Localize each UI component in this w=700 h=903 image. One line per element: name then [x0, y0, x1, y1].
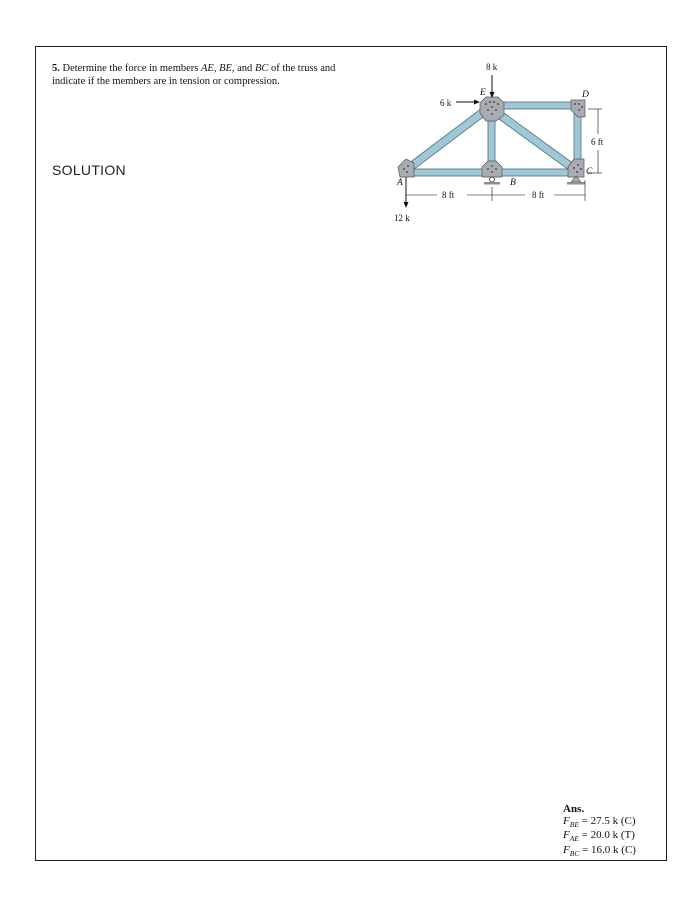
answer-sub: BC — [569, 849, 580, 859]
answer-sub: BE — [569, 819, 579, 829]
roller-support-b — [484, 177, 500, 185]
truss-figure — [380, 55, 620, 235]
sep-2: , and — [231, 63, 255, 74]
plate-b — [482, 161, 502, 177]
sep-1: , — [213, 63, 220, 74]
node-a-label: A — [397, 178, 403, 188]
problem-text-1: Determine the force in members — [59, 63, 201, 74]
answer-lhs: F — [563, 814, 570, 827]
answer-value-be: = 27.5 k (C) — [578, 814, 636, 827]
load-left-label: 6 k — [440, 98, 452, 108]
answer-row-bc — [563, 845, 636, 860]
load-bottom-label: 12 k — [394, 213, 410, 223]
member-bc-ref: BC — [254, 63, 269, 74]
node-e-label: E — [480, 88, 486, 98]
plate-e — [480, 97, 504, 121]
member-ae — [404, 105, 491, 173]
answer-title: Ans. — [563, 803, 585, 815]
node-b-label: B — [510, 178, 516, 188]
member-be-ref: BE — [219, 63, 232, 74]
answer-row-be — [563, 816, 636, 831]
answer-sub: AE — [569, 834, 579, 844]
dim-height-label: 6 ft — [591, 137, 604, 147]
answer-lhs: F — [563, 843, 570, 856]
load-top-label: 8 k — [486, 62, 498, 72]
plate-d — [571, 100, 585, 117]
answer-value-bc: = 16.0 k (C) — [579, 843, 636, 856]
node-d-label: D — [582, 90, 589, 100]
dim-span-1-label: 8 ft — [442, 190, 455, 200]
solution-heading: SOLUTION — [52, 162, 126, 178]
problem-number: 5. — [52, 63, 60, 74]
member-ae-ref: AE — [200, 63, 214, 74]
answer-value-ae: = 20.0 k (T) — [578, 829, 635, 842]
plate-a — [398, 159, 414, 177]
answer-row-ae — [563, 830, 636, 845]
member-ed — [493, 102, 578, 109]
dim-span-2-label: 8 ft — [532, 190, 545, 200]
problem-statement — [52, 63, 342, 88]
node-c-label: C — [586, 167, 593, 177]
answer-block — [563, 804, 636, 860]
problem-text-2: of the truss and indicate if the members are in tension or compression. — [52, 63, 336, 87]
answer-lhs: F — [563, 829, 570, 842]
